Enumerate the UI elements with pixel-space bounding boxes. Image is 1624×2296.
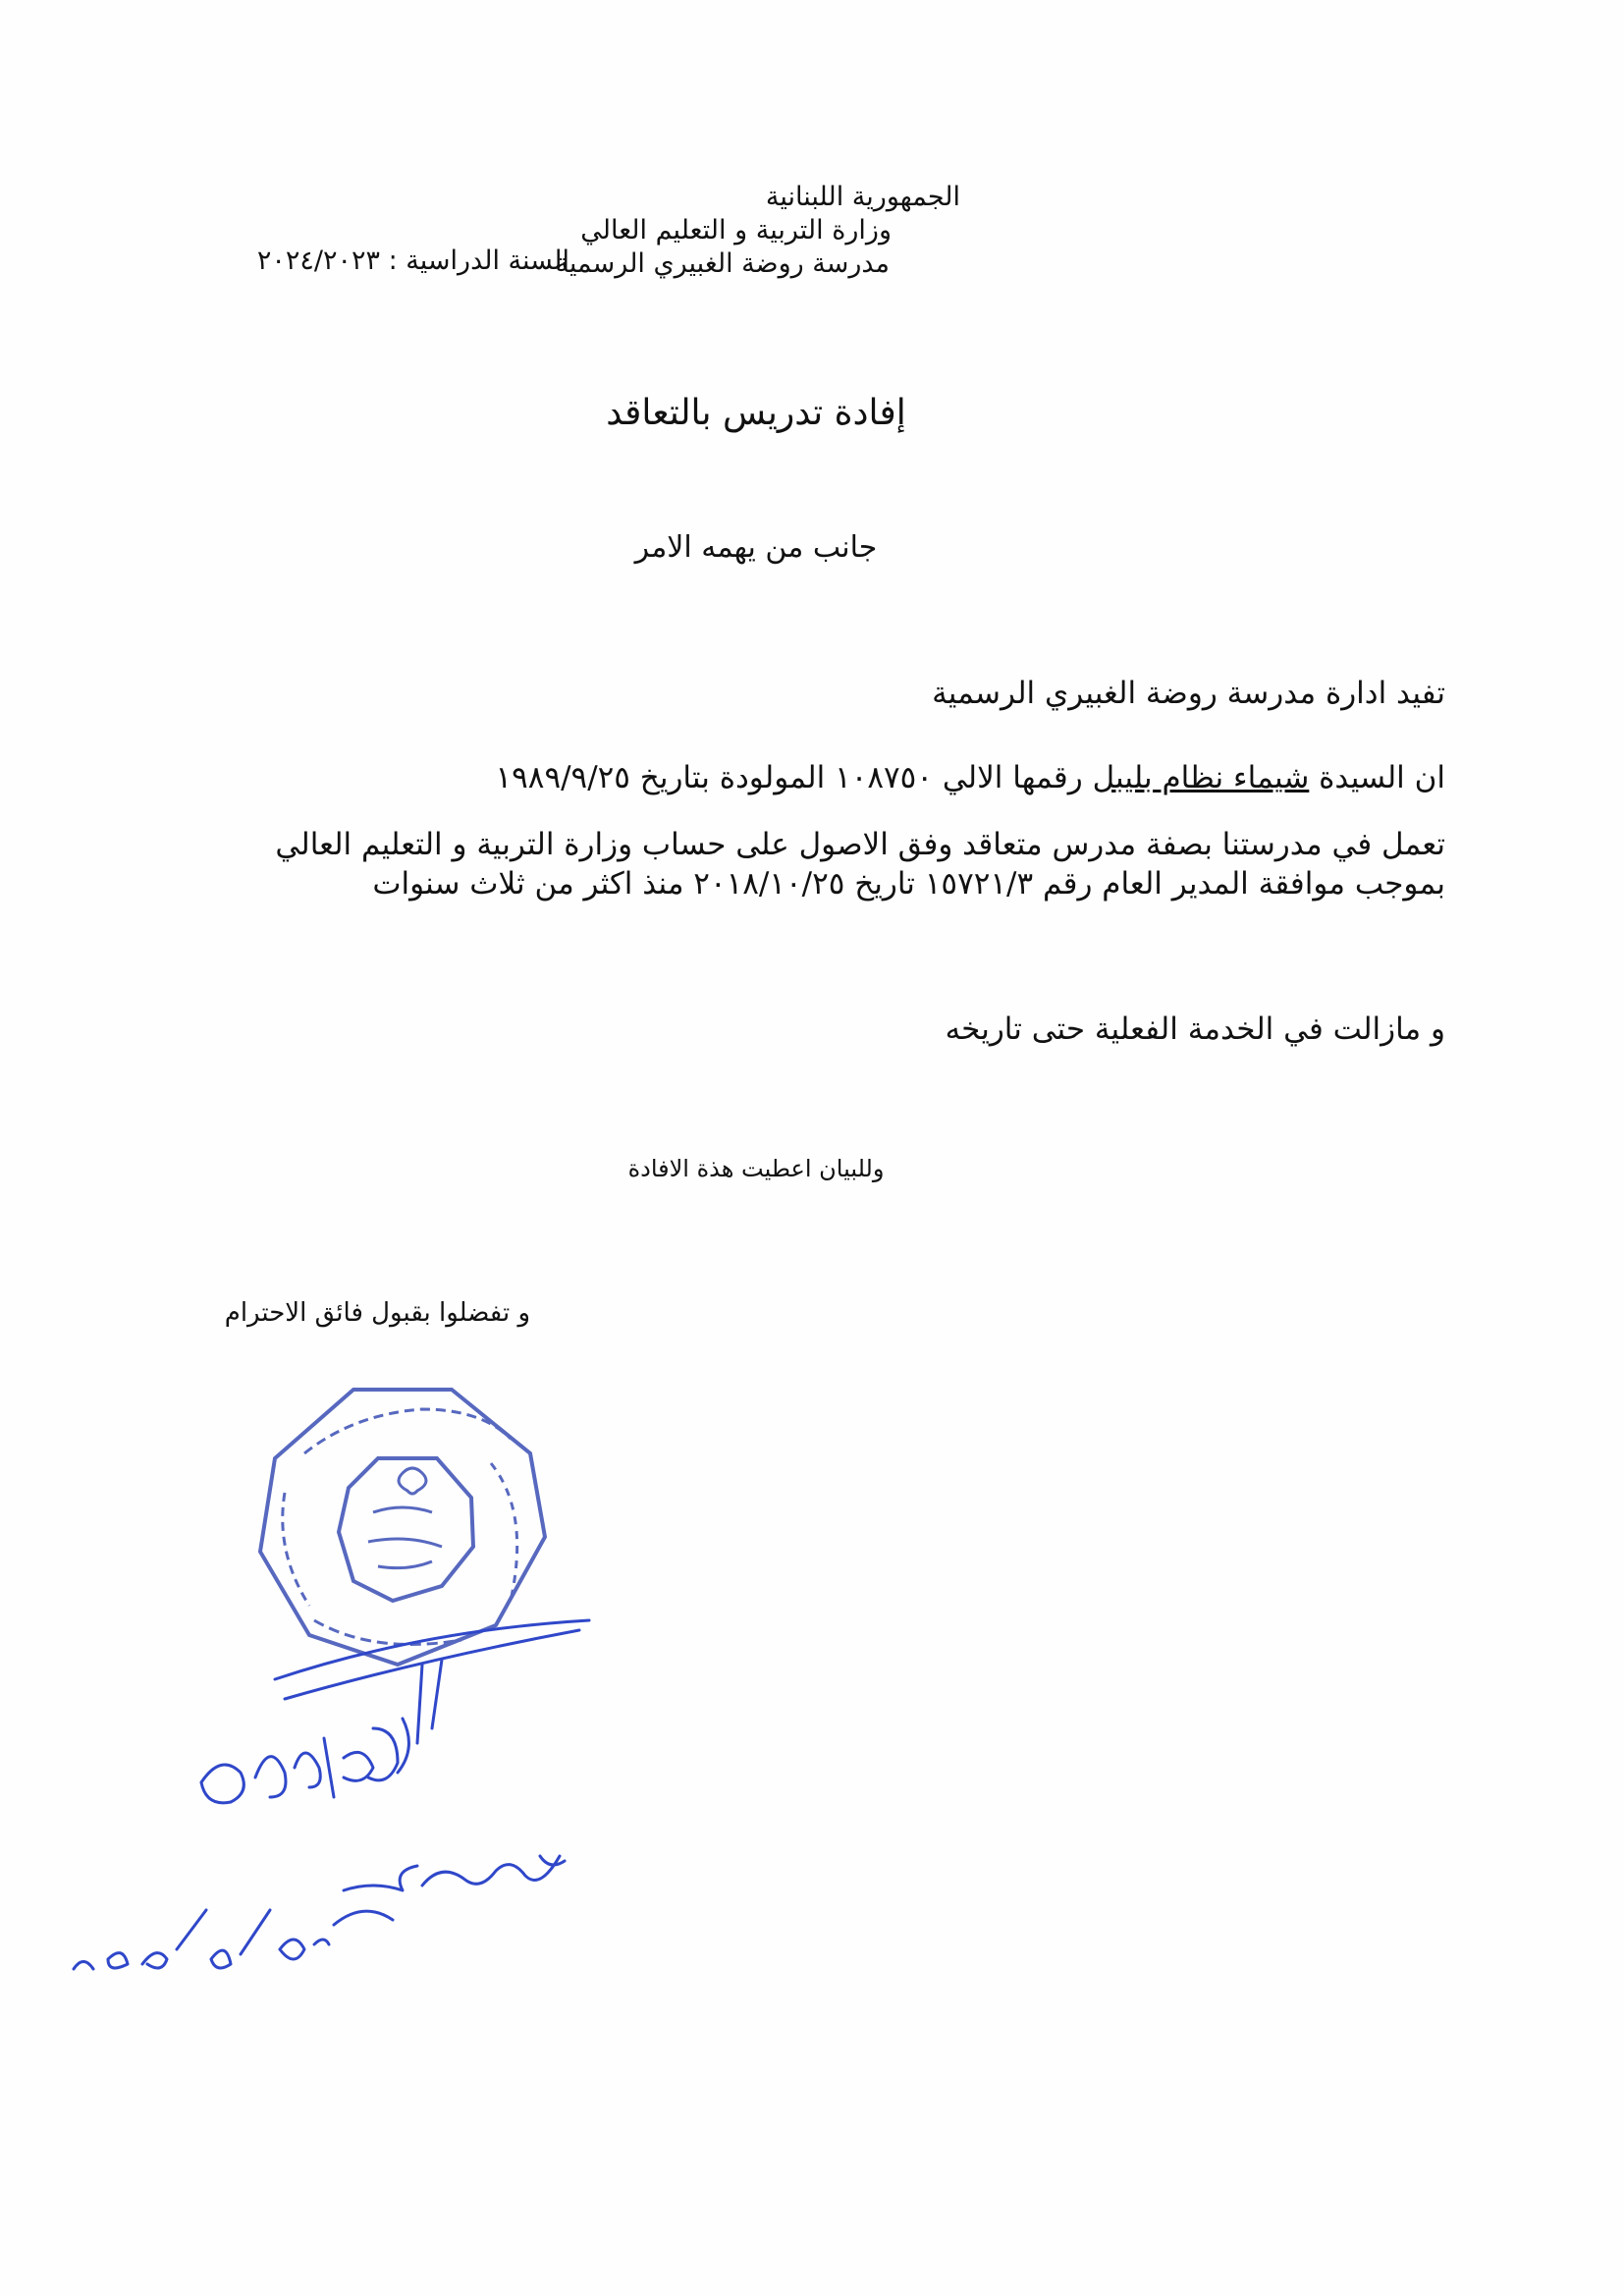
paragraph-person <box>183 758 1445 797</box>
closing-statement: وللبيان اعطيت هذة الافادة <box>627 1155 885 1182</box>
stamp-center-lettering <box>368 1507 442 1568</box>
salutation: جانب من يهمه الامر <box>634 530 878 565</box>
paragraph-employment: تعمل في مدرستنا بصفة مدرس متعاقد وفق الاصول على حساب وزارة التربية و التعليم العالي بموجب موافقة المدير العام رقم ١٥٧٢١/٣ تاريخ ٢٠١٨/١٠/٢٥ منذ اكثر من ثلاث سنوات <box>275 827 1445 902</box>
paragraph-person-prefix: ان السيدة <box>1309 760 1445 795</box>
date-stroke-digits <box>74 1910 329 1969</box>
handwritten-signature <box>29 1571 638 1984</box>
document-title: إفادة تدريس بالتعاقد <box>606 393 906 433</box>
signature-dash-stroke <box>334 1911 393 1925</box>
letterhead-country: الجمهورية اللبنانية <box>765 182 960 212</box>
signature-initial-stroke <box>417 1660 442 1743</box>
stamp-cedar-mark <box>399 1468 426 1494</box>
paragraph-service: و مازالت في الخدمة الفعلية حتى تاريخه <box>945 1011 1445 1047</box>
letterhead <box>548 181 960 281</box>
academic-year: السنة الدراسية : ٢٠٢٤/٢٠٢٣ <box>256 246 569 276</box>
paragraph-person-details: رقمها الالي ١٠٨٧٥٠ المولودة بتاريخ ١٩٨٩/٩/٢٥ <box>495 760 1093 795</box>
signature-place-stroke <box>344 1856 565 1890</box>
signature-name-stroke <box>201 1719 408 1803</box>
closing-regards: و تفضلوا بقبول فائق الاحترام <box>224 1298 530 1328</box>
stamp-ring-lettering-top <box>304 1409 511 1453</box>
signature-flourish-line <box>275 1620 589 1679</box>
letterhead-ministry: وزارة التربية و التعليم العالي <box>580 215 892 246</box>
person-name: شيماء نظام بليبل <box>1092 760 1310 795</box>
letterhead-school: مدرسة روضة الغبيري الرسمية <box>555 248 890 279</box>
paragraph-school: تفيد ادارة مدرسة روضة الغبيري الرسمية <box>932 676 1445 711</box>
